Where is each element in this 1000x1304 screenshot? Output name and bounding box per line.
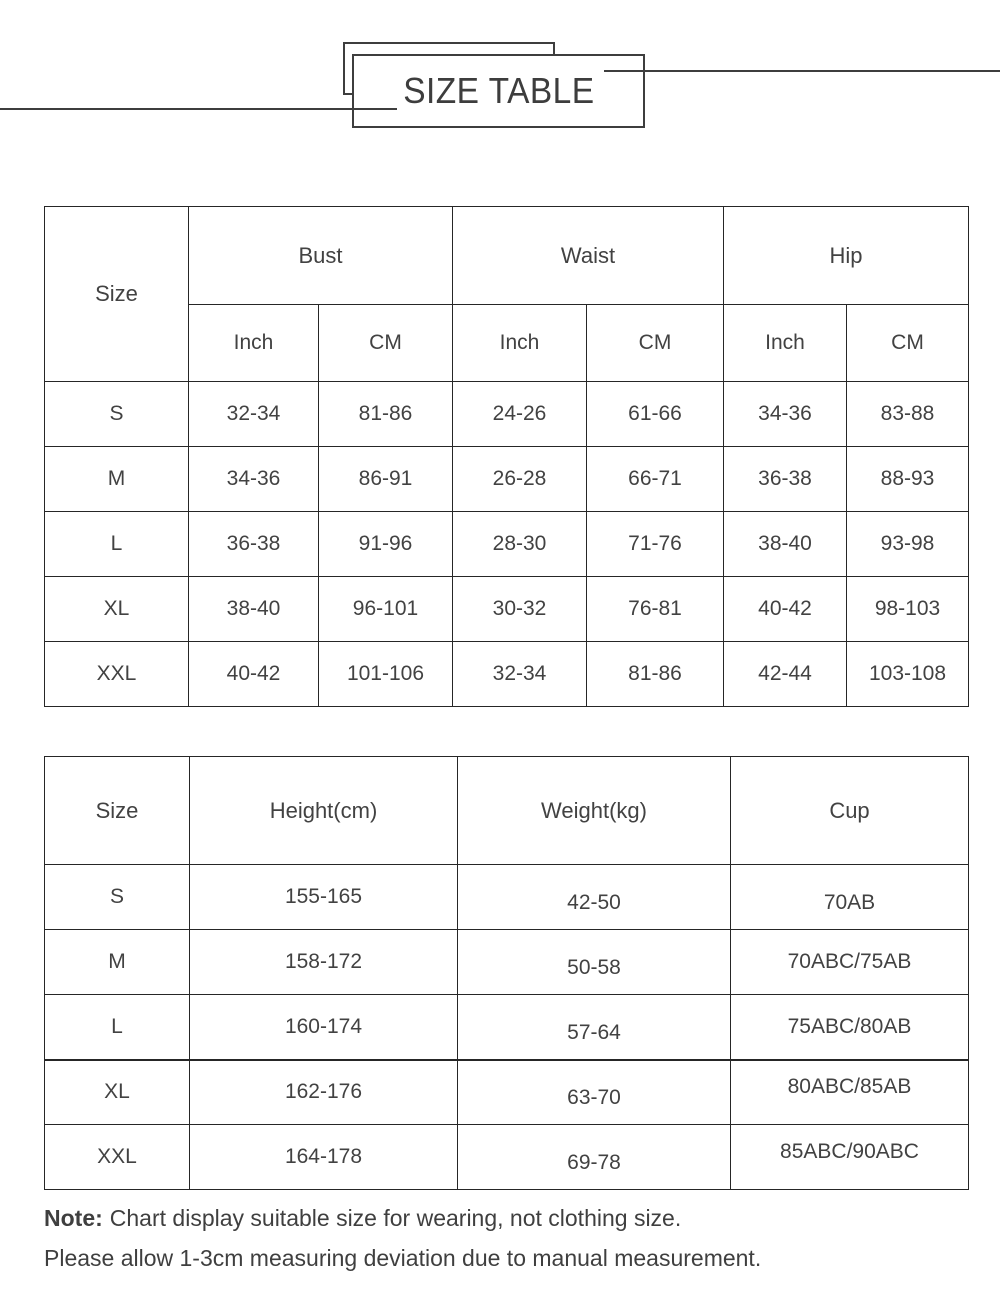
t1-group-header-row	[45, 207, 969, 305]
note-label: Note:	[44, 1205, 103, 1231]
size-label: S	[45, 382, 189, 447]
table-cell: 38-40	[189, 577, 319, 642]
t2-row-xxl	[45, 1125, 969, 1190]
t1-header-bust: Bust	[189, 207, 453, 305]
table-cell: 69-78	[458, 1125, 731, 1190]
table-cell: 160-174	[190, 995, 458, 1060]
table-cell: 76-81	[587, 577, 724, 642]
table-cell: 63-70	[458, 1060, 731, 1125]
t2-header-row	[45, 757, 969, 865]
table-cell: 42-50	[458, 865, 731, 930]
table-cell: 36-38	[724, 447, 847, 512]
t1-row-xl	[45, 577, 969, 642]
table-cell: 40-42	[724, 577, 847, 642]
table-cell: 98-103	[847, 577, 969, 642]
page-title: SIZE TABLE	[402, 70, 595, 111]
t2-row-m	[45, 930, 969, 995]
table-cell: 155-165	[190, 865, 458, 930]
table-cell: 83-88	[847, 382, 969, 447]
table-cell: 32-34	[453, 642, 587, 707]
t1-header-waist: Waist	[453, 207, 724, 305]
table-cell: 81-86	[319, 382, 453, 447]
t1-header-size: Size	[45, 207, 189, 382]
t1-unit-bust-inch: Inch	[189, 305, 319, 382]
table-cell: 26-28	[453, 447, 587, 512]
table-cell: 70AB	[731, 865, 969, 930]
table-cell: 103-108	[847, 642, 969, 707]
size-label: S	[45, 865, 190, 930]
t1-row-s	[45, 382, 969, 447]
t1-unit-waist-cm: CM	[587, 305, 724, 382]
table-cell: 158-172	[190, 930, 458, 995]
table-cell: 30-32	[453, 577, 587, 642]
title-box-front	[352, 54, 645, 128]
title-banner	[0, 0, 1000, 206]
t2-header-cup: Cup	[731, 757, 969, 865]
note-line-2: Please allow 1-3cm measuring deviation due to manual measurement.	[44, 1245, 762, 1271]
table-cell: 70ABC/75AB	[731, 930, 969, 995]
table-cell: 57-64	[458, 995, 731, 1060]
size-label: XXL	[45, 1125, 190, 1190]
size-label: M	[45, 930, 190, 995]
table-cell: 28-30	[453, 512, 587, 577]
table-cell: 88-93	[847, 447, 969, 512]
size-label: M	[45, 447, 189, 512]
t1-header-hip: Hip	[724, 207, 969, 305]
size-label: XXL	[45, 642, 189, 707]
table-cell: 34-36	[724, 382, 847, 447]
table-cell: 96-101	[319, 577, 453, 642]
table-cell: 66-71	[587, 447, 724, 512]
table-cell: 34-36	[189, 447, 319, 512]
t2-row-l	[45, 995, 969, 1060]
table-cell: 93-98	[847, 512, 969, 577]
table-cell: 91-96	[319, 512, 453, 577]
table-cell: 61-66	[587, 382, 724, 447]
t2-row-s	[45, 865, 969, 930]
note	[44, 1203, 1000, 1274]
t1-row-xxl	[45, 642, 969, 707]
note-line-1	[44, 1203, 1000, 1234]
measurement-table	[44, 206, 969, 707]
table-cell: 42-44	[724, 642, 847, 707]
table-cell: 81-86	[587, 642, 724, 707]
t1-unit-waist-inch: Inch	[453, 305, 587, 382]
size-label: L	[45, 512, 189, 577]
table-cell: 24-26	[453, 382, 587, 447]
t1-unit-hip-inch: Inch	[724, 305, 847, 382]
decorative-line-right	[604, 70, 1000, 72]
decorative-line-left	[0, 108, 397, 110]
table-cell: 36-38	[189, 512, 319, 577]
t2-header-size: Size	[45, 757, 190, 865]
table-cell: 75ABC/80AB	[731, 995, 969, 1060]
table-cell: 101-106	[319, 642, 453, 707]
t1-unit-bust-cm: CM	[319, 305, 453, 382]
table-cell: 86-91	[319, 447, 453, 512]
table-cell: 164-178	[190, 1125, 458, 1190]
size-label: XL	[45, 1060, 190, 1125]
table-cell: 85ABC/90ABC	[731, 1125, 969, 1190]
fit-table	[44, 756, 969, 1190]
t2-header-weight: Weight(kg)	[458, 757, 731, 865]
table-cell: 50-58	[458, 930, 731, 995]
table-cell: 40-42	[189, 642, 319, 707]
size-label: L	[45, 995, 190, 1060]
note-text-1: Chart display suitable size for wearing, not clothing size.	[109, 1205, 682, 1231]
size-label: XL	[45, 577, 189, 642]
t1-unit-hip-cm: CM	[847, 305, 969, 382]
table-cell: 71-76	[587, 512, 724, 577]
t2-header-height: Height(cm)	[190, 757, 458, 865]
table-cell: 162-176	[190, 1060, 458, 1125]
table-cell: 32-34	[189, 382, 319, 447]
t1-row-l	[45, 512, 969, 577]
t1-row-m	[45, 447, 969, 512]
table-cell: 38-40	[724, 512, 847, 577]
t2-row-xl	[45, 1060, 969, 1125]
table-cell: 80ABC/85AB	[731, 1060, 969, 1125]
